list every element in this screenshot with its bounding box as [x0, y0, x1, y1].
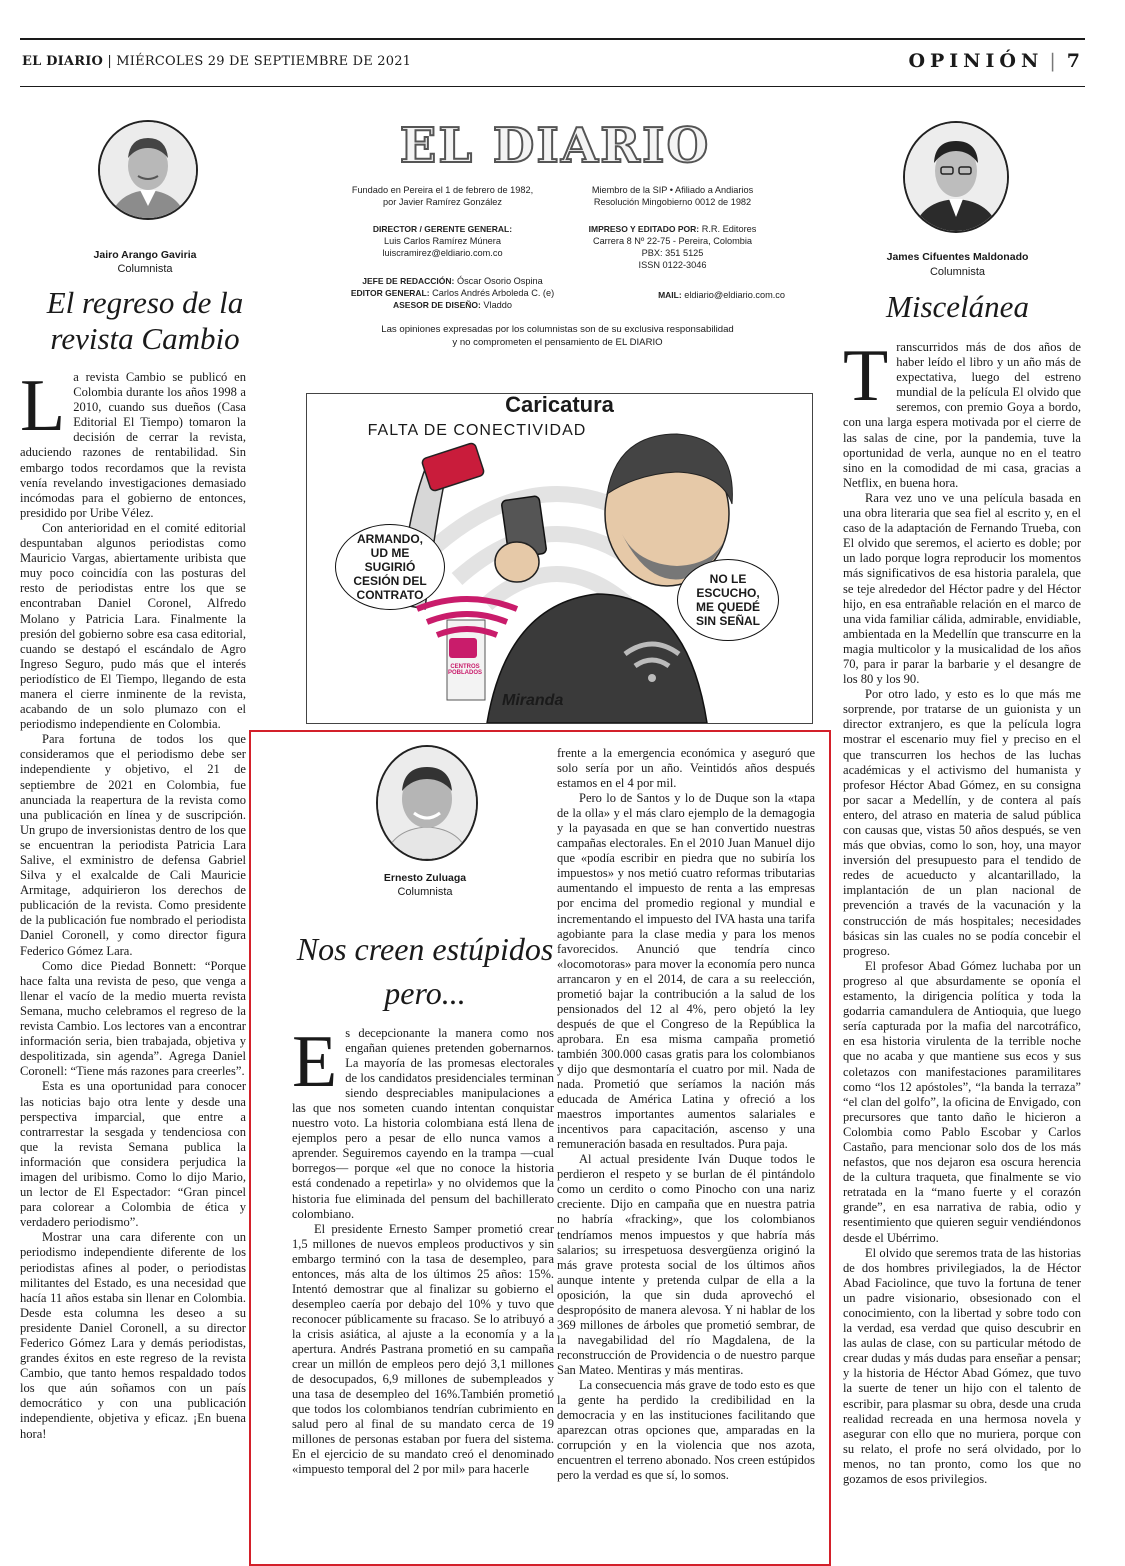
dropcap-jairo: L [20, 365, 66, 447]
portrait-illustration [905, 123, 1007, 231]
staff-name: Óscar Osorio Ospina [456, 276, 543, 286]
founded-line: Fundado en Pereira el 1 de febrero de 1982, [351, 185, 534, 195]
column-title-jairo: El regreso de la revista Cambio [46, 285, 244, 356]
page-number: 7 [1066, 50, 1085, 72]
portrait-illustration [100, 122, 196, 218]
author-name-ernesto: Ernesto Zuluaga [383, 872, 467, 884]
masthead-logo: EL DIARIO [399, 118, 711, 174]
author-photo-james [903, 121, 1009, 233]
masthead-mail [560, 289, 785, 301]
author-role-ernesto: Columnista [397, 886, 453, 898]
staff-label: JEFE DE REDACCIÓN: [362, 276, 455, 286]
article-body-jairo [20, 365, 246, 1442]
director-name: Luis Carlos Ramírez Múnera [384, 236, 501, 246]
cartoon-signature: Miranda [502, 692, 564, 709]
membership-line: Miembro de la SIP • Afiliado a Andiarios [591, 185, 754, 195]
printer-name: R.R. Editores [701, 224, 757, 234]
article-body-ernesto-col1 [292, 1021, 554, 1477]
bubble-line: ESCUCHO, [696, 586, 760, 600]
paragraph: El profesor Abad Gómez luchaba por un progreso al que absurdamente se oponía el estamento, la dirigencia política y toda la godarria camandulera de Antioquia, que luego sería capturada por la mafia del narcotráfico, en esa historia virulenta de la terrible noche que no acaba y que mantiene sus ecos y sus coletazos con manifestaciones paramilitares como “los 12 apóstoles”, “la banda la terraza” “el clan del golfo”, la oficina de Envigado, con precursores que tanto daño le hicieron a Colombia como Pablo Escobar y Carlos Castaño, para mencionar solo dos de los más nefastos, que nos dejaron esa oscura herencia de la cultura traqueta, que finalmente se vio retratada en la “mano fuerte y el corazón grande”, en esa narrativa de rabia, odio y resentimiento que quieren seguir vendiéndonos desde el Ubérrimo. [843, 958, 1081, 1245]
director-email: luiscramirez@eldiario.com.co [382, 248, 503, 258]
paragraph: El presidente Ernesto Samper prometió crear 1,5 millones de nuevos empleos productivos y sin embargo terminó con la tasa de desempleo, para entonces, más alta de los últimos 25 años: 15%. Intentó demostrar que al finalizar su gobierno el desempleo caería por debajo del 10% y tuvo que reconocer públicamente su fracaso. Se lo atribuyó a la crisis asiática, al ajuste a la economía y a la apertura. Andrés Pastrana prometió en su campaña crear un millón de empleos pero dejó 3,1 millones de desocupados, 6,9 millones de subempleados y una tasa de desempleo del 16%.También prometió que todos los colombianos tendrían cubrimiento en salud pero al final de su mandato cerca de 19 millones de personas estaban por fuera del sistema. En el ejercicio de su mandato creó el denominado «impuesto temporal del 2 por mil» para hacerle [292, 1221, 554, 1477]
author-name-james: James Cifuentes Maldonado [886, 251, 1029, 263]
paragraph: Esta es una oportunidad para conocer las noticias bajo otra lente y desde una perspectiva imparcial, que entre a contrarrestar la sesgada y tendenciosa con que la revista Semana publica la información que considera perjudica la imagen del uribismo. Como lo dijo Mario, un lector de El Espectador: “Gran pincel para colorear a Colombia de ética y verdadero periodismo”. [20, 1079, 246, 1230]
disclaimer-line: Las opiniones expresadas por los columnistas son de su exclusiva responsabilidad [381, 324, 734, 335]
printer-issn: ISSN 0122-3046 [638, 260, 707, 270]
bubble-line: ARMANDO, [357, 532, 423, 546]
cartoon-title: Caricatura [505, 393, 614, 417]
bubble-line: CESIÓN DEL [353, 574, 427, 588]
printer-label: IMPRESO Y EDITADO POR: [588, 224, 700, 234]
masthead-disclaimer [330, 324, 785, 349]
paragraph: a revista Cambio se publicó en Colombia durante los años 1998 a 2010, cuando sus dueños (Casa Editorial El Tiempo) tomaron la decisión de cerrar la revista, aduciendo razones de rentabilidad. Sin embargo todos recordamos que la revista venía revelando investigaciones demasiado incómodas para el gobierno de entonces, presidido por Uribe Vélez. [20, 370, 246, 520]
bubble-line: SIN SEÑAL [695, 614, 760, 628]
paragraph: Por otro lado, y esto es lo que más me sorprende, por tratarse de un guionista y un director extranjero, es que la película logra mostrar el escenario muy fiel y preciso en el que transcurren los hechos de las luchas académicas y el activismo del humanista y profesor Héctor Abad Gómez, en su consigna por sacar a Medellín, y de contera al país entero, del atraso en materia de salud pública con causas que, vistas 50 años después, se ven más que obvias, como lo son, hoy, una mayor inversión del presupuesto para el tendido de redes de acueducto y alcantarillado, la implantación de un plan nacional de prevención a través de la vacunación y la construcción de más hospitales; necesidades básicas sin las cuales no se podía concebir el progreso. [843, 687, 1081, 958]
disclaimer-line: y no comprometen el pensamiento de EL DIARIO [452, 336, 663, 348]
bubble-line: ME QUEDÉ [695, 600, 760, 614]
author-role-james: Columnista [929, 266, 986, 278]
membership-line: Resolución Mingobierno 0012 de 1982 [593, 197, 752, 207]
header-separator: | [107, 54, 117, 69]
cartoon-frame [306, 393, 813, 724]
bubble-line: SUGIRIÓ [364, 560, 416, 574]
masthead-founded [330, 184, 555, 208]
portrait-illustration [378, 747, 476, 859]
author-name-jairo: Jairo Arango Gaviria [93, 249, 197, 261]
staff-label: EDITOR GENERAL: [350, 288, 430, 298]
paragraph: Como dice Piedad Bonnett: “Porque hace falta una revista de peso, que venga a llenar el vacío de la medio muerta revista Semana, mucho celebramos el regreso de la revista Cambio. Los lectores van a encontrar información seria, bien trabajada, objetiva y despolitizada, sin agenda”. Agrega Daniel Coronell: “Tiene más razones para creerles”. [20, 958, 246, 1079]
paragraph: s decepcionante la manera como nos engañan quienes pretenden gobernarnos. La mayoría de las promesas electorales de los candidatos presidenciales terminan siendo despreciables manipulaciones a las que nos someten cuando intentan conquistar nuestro voto. La historia colombiana está llena de ejemplos pero a pesar de ello nunca vamos a aprender. Seguiremos cayendo en la trampa —cual borregos— porque «el que no conoce la historia está condenado a repetirla» y no olvidemos que la historia fue eliminada del pensum del bachillerato colombiano. [292, 1026, 554, 1221]
header-top-rule [20, 38, 1085, 40]
article-body-ernesto-col2 [557, 746, 815, 1483]
cartoon-subtitle: FALTA DE CONECTIVIDAD [367, 422, 587, 439]
paragraph: frente a la emergencia económica y aseguró que solo sería por un año. Veintidós años después estamos en el 4 por mil. [557, 746, 815, 791]
header-right [908, 50, 1085, 72]
staff-name: Vladdo [483, 300, 513, 310]
paragraph: Con anterioridad en el comité editorial despuntaban algunos periodistas como Mauricio Vargas, abiertamente uribista que muy poco coincidía con las posturas del resto de periodistas entre los que se encontraban Daniel Coronel, Alfredo Molano y Patricia Lara. Finalmente la presión del gobierno sobre esa casa editorial, cuando se destapó el escándalo de Agro Ingreso Seguro, pudo más que el interés periodístico de El Tiempo, llegando de esta manera el cierre inminente de la revista, acabando de un solo plumazo con el periodismo independiente en Colombia. [20, 520, 246, 732]
header-date: MIÉRCOLES 29 DE SEPTIEMBRE DE 2021 [116, 54, 412, 69]
antenna-label: CENTROS POBLADOS [447, 664, 482, 676]
founded-line: por Javier Ramírez González [383, 197, 502, 207]
speech-bubble-left [335, 524, 445, 610]
author-photo-ernesto [376, 745, 478, 861]
column-title-ernesto: Nos creen estúpidos pero... [296, 931, 554, 1011]
article-body-james [843, 335, 1081, 1487]
staff-label: ASESOR DE DISEÑO: [392, 300, 481, 310]
speech-bubble-right [677, 559, 779, 641]
dropcap-james: T [843, 335, 889, 417]
staff-name: Carlos Andrés Arboleda C. (e) [432, 288, 555, 298]
bubble-line: UD ME [370, 546, 410, 560]
header-left [22, 54, 411, 69]
header-paper-name: EL DIARIO [22, 54, 104, 69]
paragraph: ranscurridos más de dos años de haber leído el libro y un año más de expectativa, luego del estreno mundial de la película El olvido que seremos, con premio Goya a bordo, con una larga espera motivada por el cierre de las salas de cine, por la pandemia, tuve la oportunidad de verla, aunque no en el teatro sino en la comodidad de mi casa, gracias a Netflix, en buena hora. [843, 340, 1081, 490]
printer-pbx: PBX: 351 5125 [641, 248, 704, 258]
paragraph: Al actual presidente Iván Duque todos le perdieron el respeto y se burlan de él pintándolo como un cerdito o como Pinocho con una nariz creciente. Dijo en campaña que en nuestra patria no habría «fracking», que los colombianos tendríamos menos impuestos y que habría más salarios; su irrespetuosa desvergüenza originó la más grave protesta social de los últimos años aunque intente y pretenda culpar de ella a la oposición, la que sin duda aprovechó el despropósito de manera alevosa. Y ni hablar de los 369 millones de árboles que prometió sembrar, de la navegabilidad del río Magdalena, de la reconstrucción de Providencia o de nuestro parque San Mateo. Mentiras y más mentiras. [557, 1152, 815, 1377]
header-bottom-rule [20, 86, 1085, 87]
director-label: DIRECTOR / GERENTE GENERAL: [372, 224, 513, 234]
section-name: OPINIÓN [908, 50, 1044, 72]
mail-label: MAIL: [658, 290, 682, 300]
mail-address: eldiario@eldiario.com.co [684, 290, 785, 300]
paragraph: Para fortuna de todos los que consideramos que el periodismo debe ser independiente y objetivo, el 21 de septiembre de 2021 en Colombia, fue anunciada la reapertura de la revista como una publicación en línea y de suscripción. Un grupo de inversionistas dentro de los que se encuentran la periodista Patricia Lara Salive, el exministro de defensa Gabriel Silva y el exalcalde de Cali Mauricie Armitage, adquirieron los derechos de publicación de la revista. Como presidente de la publicación fue nombrado el periodista Daniel Coronell, y como director figura Federico Gómez Lara. [20, 732, 246, 958]
author-photo-jairo [98, 120, 198, 220]
paragraph: El olvido que seremos trata de las historias de dos hombres privilegiados, la de Héctor Abad Faciolince, que tuvo la fortuna de tener un padre visionario, obsesionado con el conocimiento, con la libertad y sobre todo con la verdad, esa verdad que quiso descubrir en las aulas de clase, con su particular método de crear dudas y más dudas para enseñar a pensar; y la historia de Héctor Abad Gómez, que tuvo la suerte de tener un hijo con el talento de escribir, para plasmar su obra, desde una cruda realidad recreada en una hermosa novela y asegurar con ello que no muriera, porque con su relato, el profe no será olvidado, por lo menos, no tan pronto, como los que no gozamos de esos privilegios. [843, 1245, 1081, 1487]
masthead-printer [560, 223, 785, 271]
column-title-james: Miscelánea [886, 289, 1029, 324]
paragraph: Rara vez uno ve una película basada en una obra literaria que sea fiel al escrito y, en el caso de la adaptación de Fernando Trueba, con El olvido que seremos, el acierto es doble; por un lado porque logra reproducir los momentos más significativos de esa historia paralela, que se teje alrededor del Héctor padre y del Héctor hijo, en esa entrañable relación en el marco de una vida familiar cálida, admirable, envidiable, ambientada en la Medellín que transcurre en la magia multicolor y la musicalidad de los años 70, para ir parar la barbarie y el desangre de los 80 y los 90. [843, 490, 1081, 687]
paragraph: La consecuencia más grave de todo esto es que la gente ha perdido la credibilidad en la democracia y en las instituciones facilitando que aparezcan otras opciones que, amparadas en la corrupción y en la violencia que nos azota, encuentren el terreno abonado. Nos creen estúpidos pero la verdad es que sí, lo somos. [557, 1377, 815, 1483]
printer-address: Carrera 8 Nº 22-75 - Pereira, Colombia [592, 236, 753, 246]
bubble-line: CONTRATO [356, 588, 424, 602]
header-right-separator: | [1049, 50, 1061, 72]
masthead-membership [560, 184, 785, 208]
paragraph: Mostrar una cara diferente con un periodismo independiente diferente de los periodistas afines al poder, o periodistas militantes del Estado, es una necesidad que hacía 11 años estaba sin llenar en Colombia. Desde esta columna les deseo a su presidente Daniel Coronell, a su director Federico Gómez Lara y demás periodistas, grandes éxitos en este regreso de la revista Cambio, que tanto hemos respaldado todos los que aún soñamos con un país democrático y con una publicación independiente, objetiva y eficaz. ¡En buena hora! [20, 1230, 246, 1441]
masthead-staff [330, 275, 575, 311]
masthead-director [330, 223, 555, 259]
bubble-line: NO LE [709, 572, 747, 586]
author-role-jairo: Columnista [117, 263, 173, 275]
dropcap-ernesto: E [292, 1021, 338, 1103]
paragraph: Pero lo de Santos y lo de Duque son la «tapa de la olla» y el más claro ejemplo de la demagogia y la payasada en que se han convertido nuestras campañas electorales. En el 2010 Juan Manuel dijo que «podía escribir en piedra que no subiría los impuestos» y nos metió cuatro reformas tributarias aumentando el impuesto de renta a las empresas por encima del promedio regional y mundial e incrementando el impuesto del IVA hasta una tarifa agobiante para la clase media y para los menos favorecidos. Anunció que tendría cinco «locomotoras» para mover la economía pero nunca arrancaron y en el 2014, de cara a su reelección, prometió bajar la contribución a la salud de los pensionados del 12 al 4%, pero objetó la ley después de que el Congreso de la República la aprobara. En esa misma campaña prometió también 300.000 casas gratis para los colombianos y dijo que desmontaría el cuatro por mil. Nada de nada. Prometió que seríamos la nación más educada de América Latina y ofreció a los maestros importantes aumentos salariales e incentivos para capacitación, ascenso y una remuneración basada en resultados. Pura paja. [557, 791, 815, 1152]
